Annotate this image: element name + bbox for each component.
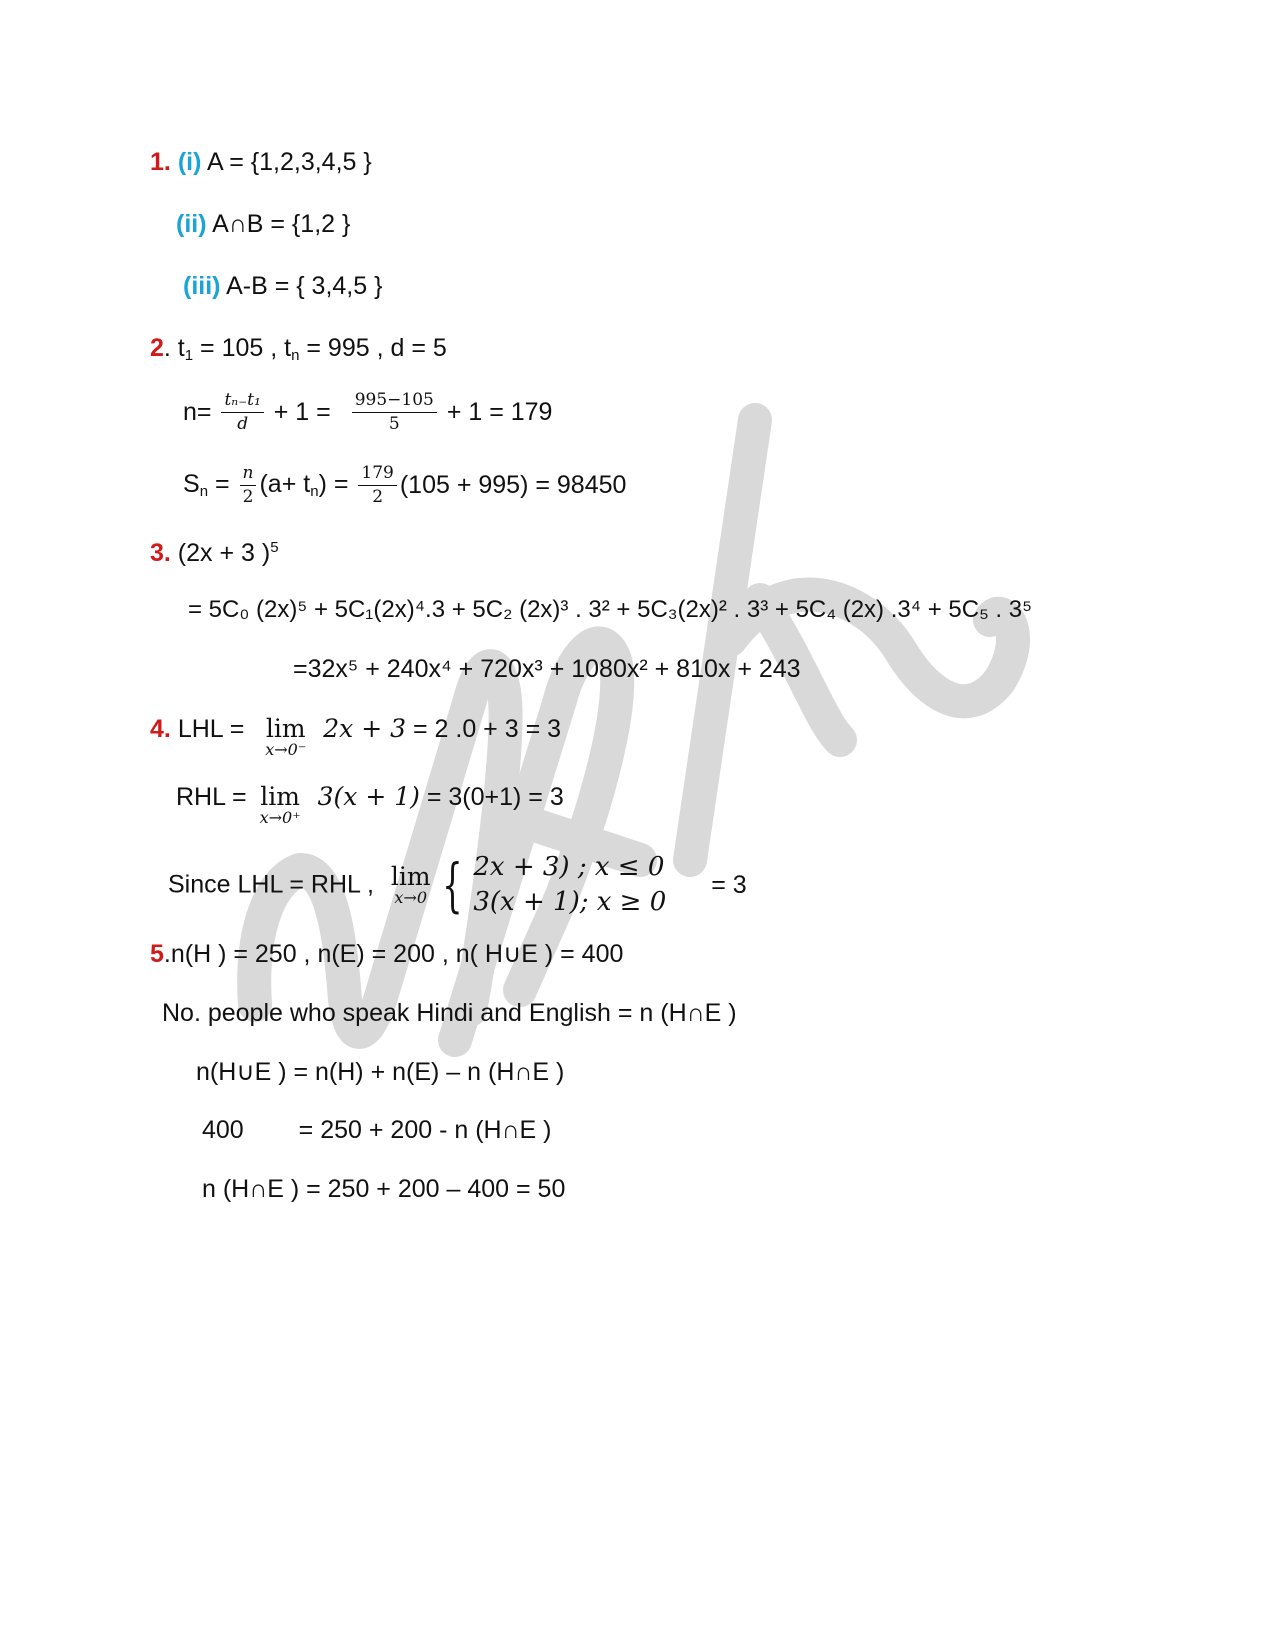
q2-fraction-values-num: 995−105 — [352, 392, 437, 413]
q4-lhl-result: = 2 .0 + 3 = 3 — [412, 715, 562, 743]
q3-expression-power: 5 — [270, 539, 279, 556]
q5-answer: n (H∩E ) = 250 + 200 – 400 = 50 — [202, 1175, 566, 1203]
q1-number: 1. — [150, 148, 171, 176]
q2-given-line — [150, 336, 447, 363]
q4-since-line — [168, 850, 747, 920]
q4-case-1: 2x + 3) ; x ≤ 0 — [473, 852, 665, 882]
q4-since-lim-word: lim — [390, 862, 431, 892]
q2-fraction-values-den: 5 — [388, 414, 400, 434]
q2-t1-sub: 1 — [184, 347, 194, 364]
q4-lhl-line — [150, 716, 561, 758]
q2-fraction-n-2 — [240, 465, 257, 506]
q4-rhl-label: RHL = — [176, 783, 247, 811]
q4-rhl-expression: 3(x + 1) — [317, 782, 420, 811]
q2-fraction-tn-den: d — [237, 414, 249, 434]
q4-rhl-lim-under: x→0⁺ — [259, 808, 301, 827]
q2-n-line — [183, 392, 552, 433]
q5-given: .n(H ) = 250 , n(E) = 200 , n( H∪E ) = 400 — [163, 940, 624, 968]
q3-expansion-line — [188, 598, 1032, 622]
q2-fraction-179-2-den: 2 — [372, 487, 384, 507]
q2-fraction-values — [352, 392, 437, 433]
q2-sn-result: (105 + 995) = 98450 — [399, 471, 627, 499]
q5-formula-line — [196, 1060, 564, 1085]
q2-d-text: = 995 , d = 5 — [299, 334, 447, 362]
q4-rhl-result: = 3(0+1) = 3 — [426, 783, 564, 811]
q5-answer-line — [202, 1177, 565, 1202]
q4-since-label: Since LHL = RHL , — [168, 870, 374, 899]
q4-lhl-lim-word: lim — [265, 714, 306, 743]
q4-since-result: = 3 — [711, 870, 747, 899]
q4-cases-brace: { — [441, 851, 463, 920]
q4-lhl-limit — [265, 716, 306, 758]
q4-case-2: 3(x + 1); x ≥ 0 — [473, 887, 667, 918]
q5-substitution-right: = 250 + 200 - n (H∩E ) — [298, 1116, 552, 1144]
q1-ii-line — [176, 212, 350, 237]
q2-n-prefix: n= — [183, 398, 212, 426]
q2-tn-sub: n — [291, 347, 300, 364]
q4-since-lim-under: x→0 — [394, 888, 427, 908]
q2-tn-label: = 105 , t — [193, 334, 292, 362]
q3-expansion: = 5C₀ (2x)⁵ + 5C₁(2x)⁴.3 + 5C₂ (2x)³ . 3² + 5C₃(2x)² . 3³ + 5C₄ (2x) .3⁴ + 5C₅ . 3⁵ — [188, 596, 1033, 623]
q4-lhl-expression: 2x + 3 — [323, 714, 407, 743]
q1-iii-text: A-B = { 3,4,5 } — [226, 272, 383, 300]
q4-rhl-lim-word: lim — [260, 782, 300, 811]
q5-formula: n(H∪E ) = n(H) + n(E) – n (H∩E ) — [196, 1058, 565, 1086]
watermark-letter-k — [690, 420, 1013, 860]
q4-since-limit — [391, 864, 431, 906]
q1-iii-label: (iii) — [183, 272, 221, 300]
q3-result-line — [293, 657, 801, 682]
q4-rhl-line — [176, 784, 564, 826]
q5-question: No. people who speak Hindi and English = n (H∩E ) — [162, 999, 737, 1027]
q2-sn-line — [183, 465, 626, 506]
q1-ii-text: A∩B = {1,2 } — [212, 210, 351, 238]
q2-fraction-179-2-num: 179 — [358, 465, 396, 486]
q3-expression-line — [150, 540, 279, 566]
q2-fraction-n-2-num: n — [240, 465, 257, 486]
q5-substitution-left: 400 — [202, 1116, 244, 1144]
q2-sn-label: $S_n$ = — [183, 470, 230, 500]
q4-lhl-lim-under: x→0⁻ — [265, 740, 307, 759]
watermark-letter-a — [455, 643, 640, 1040]
q4-rhl-limit — [260, 784, 301, 826]
q2-fraction-tn-num: tₙ₋t₁ — [221, 392, 263, 413]
q2-fraction-tn — [221, 392, 263, 433]
q1-i-line — [150, 150, 372, 175]
q1-i-text: A = {1,2,3,4,5 } — [207, 148, 372, 176]
q4-number: 4. — [150, 715, 171, 743]
q2-t1-label: . t — [163, 334, 185, 362]
q5-given-line — [150, 942, 623, 967]
q2-fraction-n-2-den: 2 — [242, 487, 254, 507]
q1-ii-label: (ii) — [176, 210, 207, 238]
q2-n-result: + 1 = 179 — [446, 398, 553, 426]
q1-i-label: (i) — [177, 148, 202, 176]
q5-question-line — [162, 1001, 737, 1026]
q5-substitution-line — [202, 1118, 552, 1143]
q2-n-mid: + 1 = — [273, 398, 331, 426]
q3-number: 3. — [150, 539, 171, 567]
q2-fraction-179-2 — [358, 465, 396, 506]
q4-cases — [473, 850, 666, 920]
q4-lhl-label: LHL = — [177, 715, 245, 743]
q2-sn-mid: $(a+ t_n)$ = — [259, 470, 349, 500]
q3-result: =32x⁵ + 240x⁴ + 720x³ + 1080x² + 810x + 243 — [293, 655, 801, 683]
q1-iii-line — [183, 274, 382, 299]
q2-number: 2 — [150, 334, 164, 362]
q5-number: 5 — [150, 940, 164, 968]
q3-expression: (2x + 3 ) — [170, 539, 271, 567]
